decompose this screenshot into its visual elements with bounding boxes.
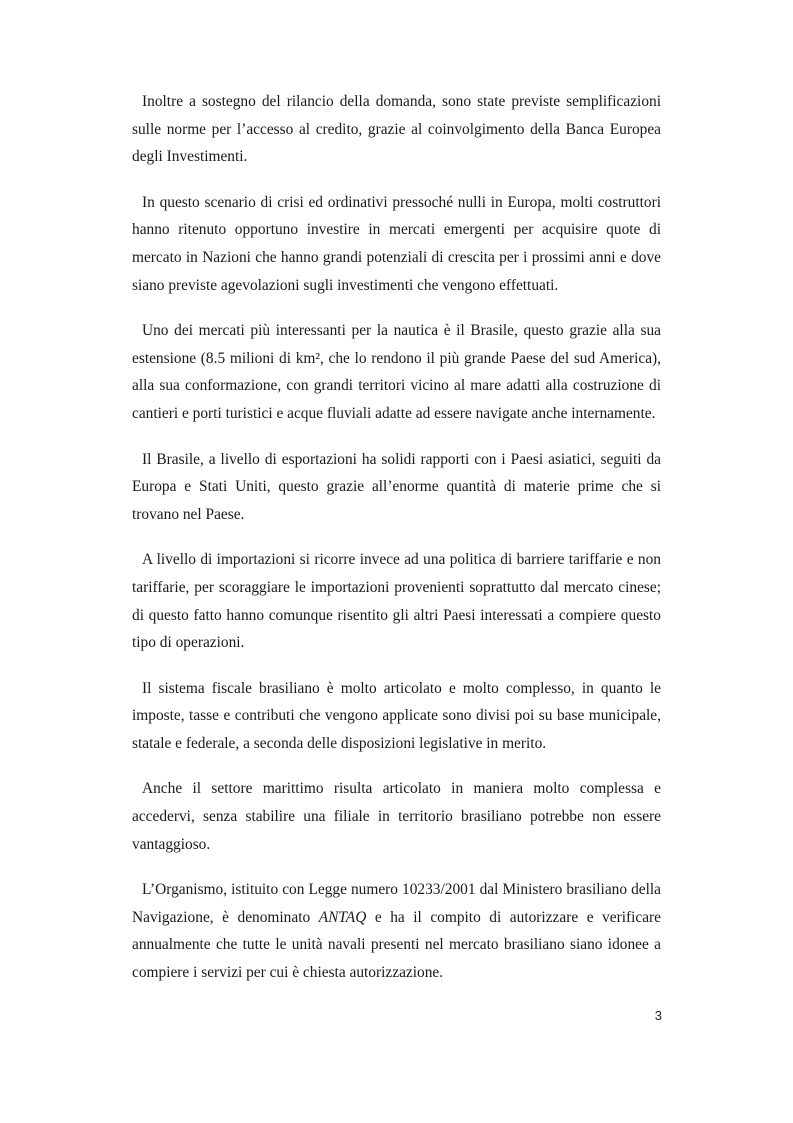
paragraph-8-text-start: L’Organismo, istituito con Legge numero 10233/2001 dal Ministero brasiliano della Navigazione, è denominato [132, 881, 661, 926]
antaq-term: ANTAQ [318, 908, 367, 926]
paragraph-2: In questo scenario di crisi ed ordinativi pressoché nulli in Europa, molti costruttori hanno ritenuto opportuno investire in mercati emergenti per acquisire quote di mercato in Nazioni che hanno grandi potenziali di crescita per i prossimi anni e dove siano previste agevolazioni sugli investimenti che vengono effettuati. [132, 193, 661, 294]
paragraph-8 [132, 876, 661, 986]
paragraph-7: Anche il settore marittimo risulta articolato in maniera molto complessa e accedervi, senza stabilire una filiale in territorio brasiliano potrebbe non essere vantaggioso. [132, 780, 661, 853]
page-body [132, 88, 661, 1005]
paragraph-4: Il Brasile, a livello di esportazioni ha solidi rapporti con i Paesi asiatici, seguiti da Europa e Stati Uniti, questo grazie all’enorme quantità di materie prime che si trovano nel Paese. [132, 450, 661, 523]
paragraph-6: Il sistema fiscale brasiliano è molto articolato e molto complesso, in quanto le imposte, tasse e contributi che vengono applicate sono divisi poi su base municipale, statale e federale, a seconda delle disposizioni legislative in merito. [132, 679, 661, 752]
paragraph-3: Uno dei mercati più interessanti per la nautica è il Brasile, questo grazie alla sua estensione (8.5 milioni di km², che lo rendono il più grande Paese del sud America), alla sua conformazione, con grandi territori vicino al mare adatti alla costruzione di cantieri e porti turistici e acque fluviali adatte ad essere navigate anche internamente. [132, 322, 661, 422]
page-number: 3 [654, 1008, 662, 1023]
paragraph-5: A livello di importazioni si ricorre invece ad una politica di barriere tariffarie e non tariffarie, per scoraggiare le importazioni provenienti soprattutto dal mercato cinese; di questo fatto hanno comunque risentito gli altri Paesi interessati a compiere questo tipo di operazioni. [132, 551, 661, 652]
paragraph-8-text-end: e ha il compito di autorizzare e verificare annualmente che tutte le unità navali presenti nel mercato brasiliano siano idonee a compiere i servizi per cui è chiesta autorizzazione. [132, 908, 661, 982]
paragraph-1: Inoltre a sostegno del rilancio della domanda, sono state previste semplificazioni sulle norme per l’accesso al credito, grazie al coinvolgimento della Banca Europea degli Investimenti. [132, 93, 661, 166]
